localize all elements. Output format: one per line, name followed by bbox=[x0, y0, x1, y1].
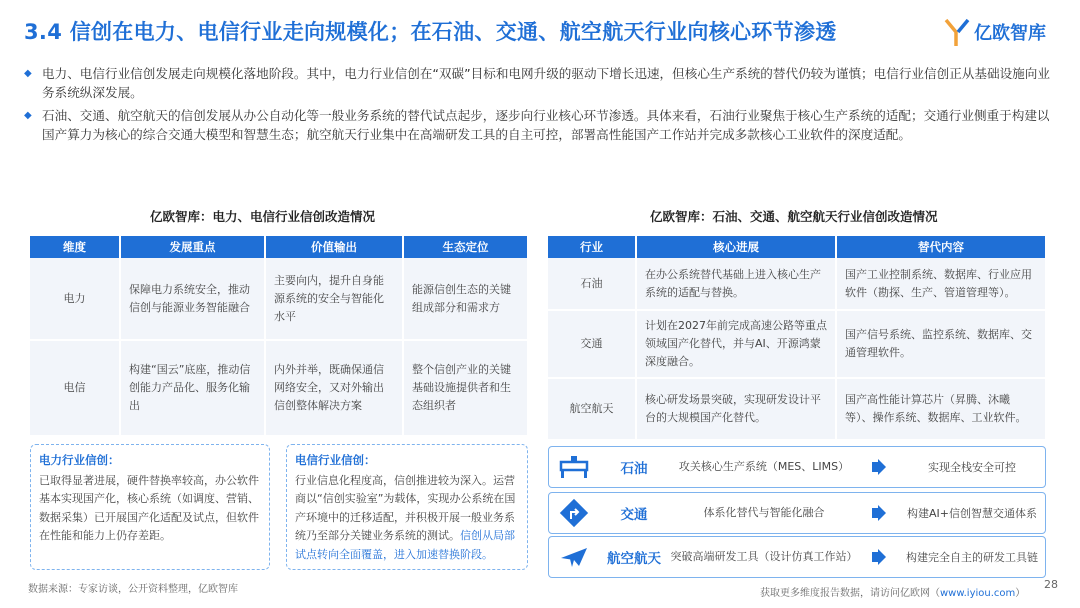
airplane-icon bbox=[549, 544, 599, 570]
power-note-text: 已取得显著进展，硬件替换率较高，办公软件基本实现国产化，核心系统（如调度、营销、数据采集）已开展国产化适配及试点，但软件在性能和能力上仍存差距。 bbox=[39, 473, 259, 542]
table-cell: 电信 bbox=[30, 340, 120, 436]
table-header: 替代内容 bbox=[836, 236, 1046, 258]
page-number: 28 bbox=[1044, 578, 1058, 591]
table-cell: 航空航天 bbox=[548, 378, 636, 440]
table-cell: 整个信创产业的关键基础设施提供者和生态组织者 bbox=[403, 340, 528, 436]
arrow-right-icon bbox=[859, 459, 899, 475]
flow-row-name: 交通 bbox=[620, 507, 648, 523]
road-sign-icon bbox=[549, 498, 599, 528]
arrow-right-icon bbox=[859, 505, 899, 521]
table-cell: 主要向内，提升自身能源系统的安全与智能化水平 bbox=[265, 258, 403, 340]
bullet-item bbox=[24, 64, 1060, 102]
logo bbox=[944, 12, 1064, 52]
table-cell: 在办公系统替代基础上进入核心生产系统的适配与替换。 bbox=[636, 258, 836, 310]
table-row bbox=[548, 310, 1046, 378]
arrow-right-icon bbox=[859, 549, 899, 565]
footer-more-suffix: ） bbox=[1015, 588, 1026, 599]
table-cell: 内外并举，既确保通信网络安全，又对外输出信创整体解决方案 bbox=[265, 340, 403, 436]
flow-row-name: 石油 bbox=[620, 461, 648, 477]
bullet-text: 石油、交通、航空航天的信创发展从办公自动化等一般业务系统的替代试点起步，逐步向行业核心环节渗透。具体来看，石油行业聚焦于核心生产系统的适配；交通行业侧重于构建以国产算力为核心的综合交通大模型和智慧生态；航空航天行业集中在高端研发工具的自主可控，部署高性能国产工作站并完成多款核心工业软件的深度适配。 bbox=[42, 108, 1050, 142]
table-header-row bbox=[30, 236, 528, 258]
table-cell: 电力 bbox=[30, 258, 120, 340]
table-header: 核心进展 bbox=[636, 236, 836, 258]
power-telecom-table bbox=[30, 236, 529, 437]
iyiou-link[interactable]: www.iyiou.com bbox=[940, 588, 1016, 599]
power-note-title: 电力行业信创： bbox=[39, 453, 120, 467]
table-cell: 构建“国云”底座，推动信创能力产品化、服务化输出 bbox=[120, 340, 265, 436]
pipeline-icon bbox=[549, 454, 599, 480]
table-header: 维度 bbox=[30, 236, 120, 258]
table-header: 价值输出 bbox=[265, 236, 403, 258]
table-cell: 核心研发场景突破，实现研发设计平台的大规模国产化替代。 bbox=[636, 378, 836, 440]
left-table-caption: 亿欧智库：电力、电信行业信创改造情况 bbox=[150, 209, 376, 224]
bullet-item bbox=[24, 106, 1060, 144]
right-table-caption: 亿欧智库：石油、交通、航空航天行业信创改造情况 bbox=[650, 209, 938, 224]
telecom-note-text: 行业信息化程度高，信创推进较为深入。运营商以“信创实验室”为载体，实现办公系统在国产环境中的迁移适配，并积极开展一般业务系统乃至部分关键业务系统的测试。 bbox=[295, 473, 516, 542]
telecom-note-body bbox=[295, 472, 519, 565]
table-header-row bbox=[548, 236, 1046, 258]
flow-row-result: 构建完全自主的研发工具链 bbox=[906, 551, 1038, 564]
table-cell: 保障电力系统安全，推动信创与能源业务智能融合 bbox=[120, 258, 265, 340]
table-cell: 能源信创生态的关键组成部分和需求方 bbox=[403, 258, 528, 340]
flow-row-action: 攻关核心生产系统（MES、LIMS） bbox=[678, 460, 850, 473]
diamond-bullet-icon: ◆ bbox=[24, 68, 32, 79]
oil-transport-aero-table bbox=[548, 236, 1047, 441]
flow-row-result: 实现全栈安全可控 bbox=[928, 461, 1016, 474]
flow-row-transport bbox=[548, 492, 1046, 534]
power-note-box bbox=[30, 444, 270, 570]
page-title: 3.4 信创在电力、电信行业走向规模化；在石油、交通、航空航天行业向核心环节渗透 bbox=[24, 20, 837, 44]
table-header: 发展重点 bbox=[120, 236, 265, 258]
table-row bbox=[548, 258, 1046, 310]
footer-more-info bbox=[760, 584, 1025, 599]
table-cell: 国产高性能计算芯片（昇腾、沐曦等）、操作系统、数据库、工业软件。 bbox=[836, 378, 1046, 440]
bullet-list bbox=[24, 64, 1060, 148]
table-row bbox=[30, 340, 528, 436]
footer-more-prefix: 获取更多维度报告数据，请访问亿欧网（ bbox=[760, 588, 940, 599]
table-row bbox=[30, 258, 528, 340]
table-cell: 交通 bbox=[548, 310, 636, 378]
flow-row-action: 突破高端研发工具（设计仿真工作站） bbox=[670, 550, 858, 563]
telecom-note-box bbox=[286, 444, 528, 570]
table-row bbox=[548, 378, 1046, 440]
table-header: 行业 bbox=[548, 236, 636, 258]
logo-text: 亿欧智库 bbox=[974, 23, 1046, 44]
telecom-note-highlight: 信创从局部试点转向全面覆盖，进入加速替换阶段。 bbox=[295, 529, 515, 561]
flow-row-oil bbox=[548, 446, 1046, 488]
diamond-bullet-icon: ◆ bbox=[24, 110, 32, 121]
flow-row-aerospace bbox=[548, 536, 1046, 578]
telecom-note-title: 电信行业信创： bbox=[295, 453, 376, 467]
flow-row-result: 构建AI+信创智慧交通体系 bbox=[907, 507, 1037, 520]
logo-icon bbox=[944, 16, 970, 48]
table-cell: 计划在2027年前完成高速公路等重点领域国产化替代，并与AI、开源鸿蒙深度融合。 bbox=[636, 310, 836, 378]
data-source: 数据来源：专家访谈，公开资料整理，亿欧智库 bbox=[28, 584, 238, 595]
table-cell: 国产工业控制系统、数据库、行业应用软件（勘探、生产、管道管理等）。 bbox=[836, 258, 1046, 310]
table-cell: 石油 bbox=[548, 258, 636, 310]
flow-row-name: 航空航天 bbox=[607, 551, 661, 567]
flow-row-action: 体系化替代与智能化融合 bbox=[703, 506, 825, 519]
table-header: 生态定位 bbox=[403, 236, 528, 258]
bullet-text: 电力、电信行业信创发展走向规模化落地阶段。其中，电力行业信创在“双碳”目标和电网升级的驱动下增长迅速，但核心生产系统的替代仍较为谨慎；电信行业信创正从基础设施向业务系统纵深发展。 bbox=[42, 66, 1050, 100]
table-cell: 国产信号系统、监控系统、数据库、交通管理软件。 bbox=[836, 310, 1046, 378]
